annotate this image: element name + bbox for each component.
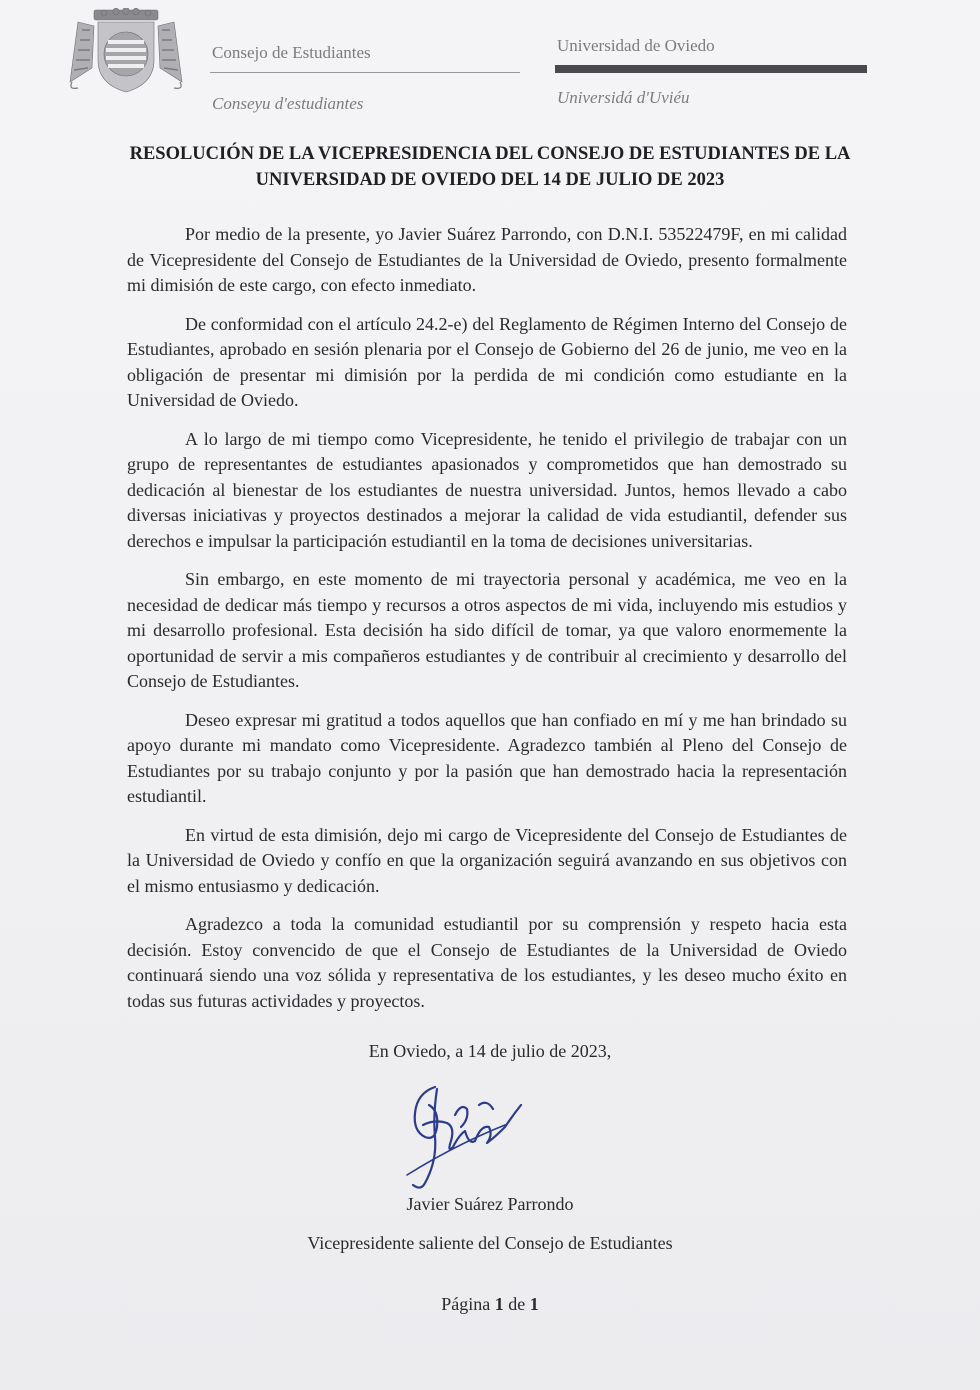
university-crest-logo — [64, 8, 188, 94]
document-body — [127, 222, 847, 1027]
header-divider-left — [210, 72, 520, 73]
page-total: 1 — [529, 1294, 539, 1314]
university-name-asturian: Universidá d'Uviéu — [557, 88, 690, 107]
paragraph-experience: A lo largo de mi tiempo como Vicepresidente, he tenido el privilegio de trabajar con un grupo de representantes de estudiantes apasionados y comprometidos que han demostrado su dedicación al bienestar de los estudiantes de nuestra universidad. Juntos, hemos llevado a cabo diversas iniciativas y proyectos destinados a mejorar la calidad de vida estudiantil, defender sus derechos e impulsar la participación estudiantil en la toma de decisiones universitarias. — [127, 428, 847, 551]
handwritten-signature — [395, 1075, 525, 1195]
paragraph-reasons: Sin embargo, en este momento de mi trayectoria personal y académica, me veo en la necesidad de dedicar más tiempo y recursos a otros aspectos de mi vida, incluyendo mis estudios y mi desarrollo profesional. Esta decisión ha sido difícil de tomar, ya que valoro enormemente la oportunidad de servir a mis compañeros estudiantes y de contribuir al crecimiento y desarrollo del Consejo de Estudiantes. — [127, 569, 847, 691]
place-and-date: En Oviedo, a 14 de julio de 2023, — [368, 1041, 612, 1061]
paragraph-resignation: Por medio de la presente, yo Javier Suárez Parrondo, con D.N.I. 53522479F, en mi calidad de Vicepresidente del Consejo de Estudiantes de la Universidad de Oviedo, presento formalmente mi dimisión de este cargo, con efecto inmediato. — [127, 224, 847, 295]
paragraph-gratitude: Deseo expresar mi gratitud a todos aquellos que han confiado en mí y me han brindado su apoyo durante mi mandato como Vicepresidente. Agradezco también al Pleno del Consejo de Estudiantes por su trabajo conjunto y por la pasión que han demostrado hacia la representación estudiantil. — [127, 709, 847, 806]
paragraph-regulation: De conformidad con el artículo 24.2-e) del Reglamento de Régimen Interno del Consejo de Estudiantes, aprobado en sesión plenaria por el Consejo de Gobierno del 26 de junio, me veo en la obligación de presentar mi dimisión por la perdida de mi condición como estudiante en la Universidad de Oviedo. — [127, 313, 847, 410]
council-name-spanish: Consejo de Estudiantes — [212, 43, 371, 62]
page-label: Página — [441, 1294, 491, 1314]
university-name-spanish: Universidad de Oviedo — [557, 36, 715, 55]
signer-role: Vicepresidente saliente del Consejo de Estudiantes — [307, 1233, 673, 1253]
header-divider-right — [555, 65, 867, 73]
signer-name: Javier Suárez Parrondo — [406, 1194, 574, 1214]
council-name-asturian: Conseyu d'estudiantes — [212, 94, 364, 113]
page-of: de — [508, 1294, 526, 1314]
page-current: 1 — [494, 1294, 504, 1314]
page-number — [0, 1294, 980, 1315]
paragraph-departure: En virtud de esta dimisión, dejo mi cargo de Vicepresidente del Consejo de Estudiantes de la Universidad de Oviedo y confío en que la organización seguirá avanzando en sus objetivos con el mismo entusiasmo y dedicación. — [127, 824, 847, 896]
paragraph-closing: Agradezco a toda la comunidad estudiantil por su comprensión y respeto hacia esta decisión. Estoy convencido de que el Consejo de Estudiantes de la Universidad de Oviedo continuará siendo una voz sólida y representativa de los estudiantes, y les deseo mucho éxito en todas sus futuras actividades y proyectos. — [127, 914, 847, 1011]
document-title: RESOLUCIÓN DE LA VICEPRESIDENCIA DEL CONSEJO DE ESTUDIANTES DE LA UNIVERSIDAD DE OVIEDO DEL 14 DE JULIO DE 2023 — [129, 144, 851, 190]
